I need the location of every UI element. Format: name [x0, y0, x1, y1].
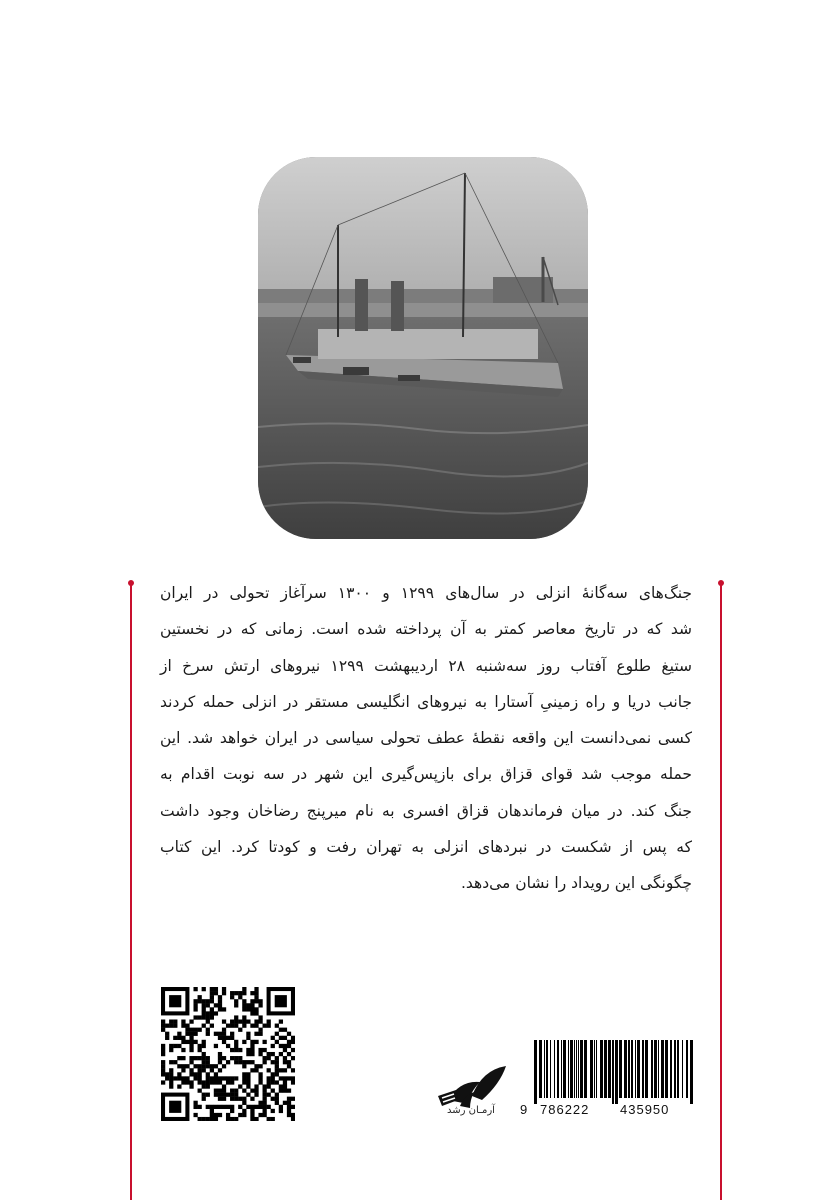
- barcode-bars: [534, 1040, 694, 1104]
- blurb-line: که پس از شکست در نبردهای انزلی به تهران رفت و کودتا کرد. این کتاب: [160, 838, 692, 857]
- back-cover-blurb: [160, 575, 692, 902]
- left-red-rule: [130, 583, 132, 1200]
- publisher-name: آرمـان رشد: [447, 1105, 495, 1116]
- qr-code-graphic: [161, 987, 295, 1121]
- right-rule-dot: [718, 580, 724, 586]
- isbn-group-1: 786222: [540, 1102, 590, 1117]
- blurb-line: جنگ کند. در میان فرماندهان قزاق افسری به نام میرپنج رضاخان وجود داشت: [160, 801, 692, 820]
- isbn-group-2: 435950: [620, 1102, 670, 1117]
- blurb-line: چگونگی این رویداد را نشان می‌دهد.: [460, 874, 692, 893]
- isbn-prefix: 9: [520, 1102, 528, 1117]
- isbn-barcode: [520, 1040, 695, 1122]
- warship-photo-illustration: [258, 157, 588, 539]
- blurb-line: ستیغ طلوع آفتاب روز سه‌شنبه ۲۸ اردیبهشت ۱۲۹۹ نیروهای ارتش سرخ از: [160, 656, 693, 675]
- right-red-rule: [720, 583, 722, 1200]
- left-rule-dot: [128, 580, 134, 586]
- blurb-line: شد که در تاریخ معاصر کمتر به آن پرداخته شده است. زمانی که در نخستین: [160, 620, 692, 639]
- cover-photo: [258, 157, 588, 539]
- blurb-line: کسی نمی‌دانست این واقعه نقطهٔ عطف تحولی سیاسی در ایران خواهد شد. این: [160, 729, 692, 748]
- blurb-line: جانب دریا و راه زمینیِ آستارا به نیروهای انگلیسی مستقر در انزلی حمله کردند: [160, 692, 692, 711]
- blurb-line: حمله موجب شد قوای قزاق برای بازپس‌گیری این شهر در سه نوبت اقدام به: [160, 765, 692, 784]
- blurb-line: جنگ‌های سه‌گانهٔ انزلی در سال‌های ۱۲۹۹ و ۱۳۰۰ سرآغاز تحولی در ایران: [160, 584, 692, 602]
- qr-code[interactable]: [161, 987, 295, 1121]
